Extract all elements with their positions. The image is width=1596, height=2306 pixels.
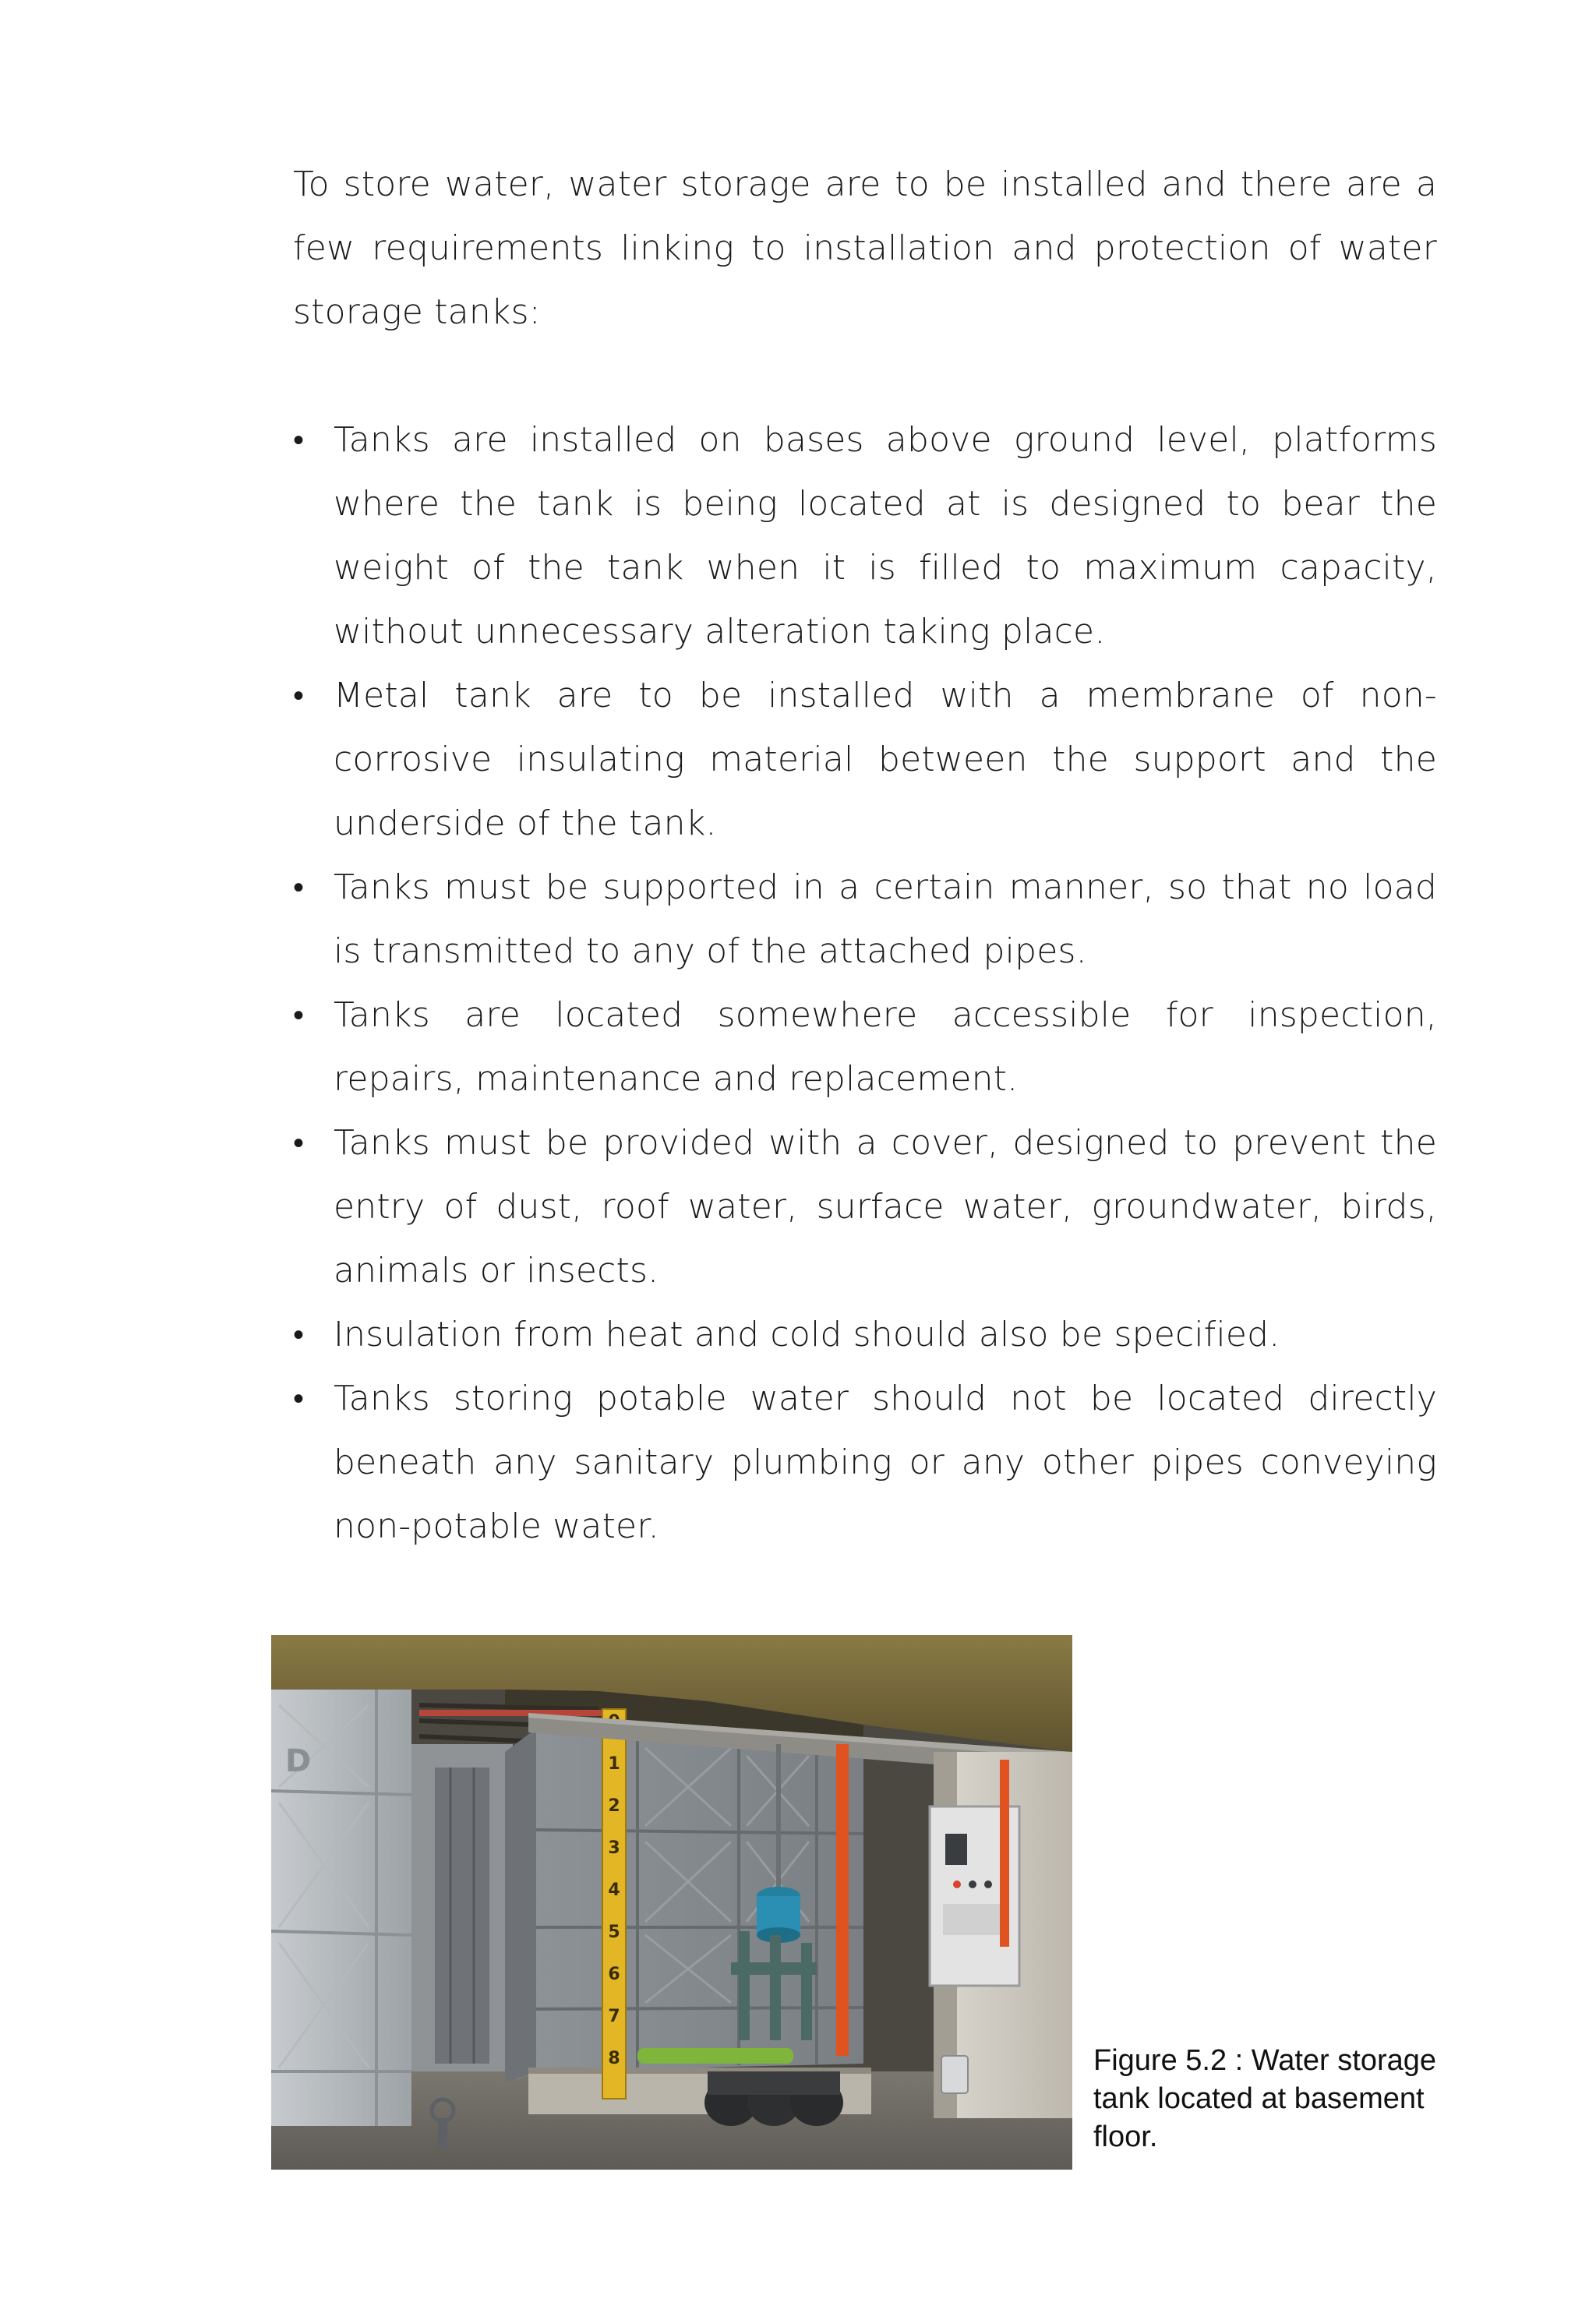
list-item-text: Tanks must be provided with a cover, designed to prevent the entry of dust, roof water, surface water, groundwater, birds, animals or insects. <box>334 1123 1437 1291</box>
bullet-icon: • <box>293 870 305 906</box>
gauge-number: 8 <box>608 2049 620 2068</box>
list-item-text: Tanks are installed on bases above ground level, platforms where the tank is being located at is designed to bear the weight of the tank when it is filled to maximum capacity, without unnecessary alteration taking place. <box>334 420 1437 652</box>
list-item <box>293 983 1437 1111</box>
list-item <box>293 664 1437 856</box>
gauge-number: 2 <box>608 1796 620 1816</box>
gauge-number: 4 <box>608 1880 620 1900</box>
list-item-text: Tanks are located somewhere accessible for inspection, repairs, maintenance and replacement. <box>334 995 1437 1099</box>
list-item-text: Tanks storing potable water should not be located directly beneath any sanitary plumbing or any other pipes conveying non-potable water. <box>334 1379 1437 1546</box>
requirements-list <box>293 408 1437 1559</box>
figure-caption: Figure 5.2 : Water storage tank located at basement floor. <box>1093 2044 1437 2153</box>
list-item <box>293 1303 1437 1367</box>
gauge-number: 5 <box>608 1923 620 1942</box>
tank-label: D <box>285 1743 312 1779</box>
bullet-icon: • <box>293 678 305 714</box>
list-item <box>293 1111 1437 1303</box>
bullet-icon: • <box>293 1381 305 1417</box>
bullet-icon: • <box>293 1125 305 1161</box>
bullet-icon: • <box>293 998 305 1033</box>
list-item-text: Tanks must be supported in a certain manner, so that no load is transmitted to any of the attached pipes. <box>334 867 1437 971</box>
bullet-icon: • <box>293 1317 305 1353</box>
gauge-number: 1 <box>608 1754 620 1774</box>
list-item-text: Metal tank are to be installed with a membrane of non-corrosive insulating material between the support and the underside of the tank. <box>334 676 1437 843</box>
bullet-icon: • <box>293 422 305 458</box>
gauge-number: 7 <box>608 2007 620 2026</box>
list-item <box>293 408 1437 664</box>
water-tank-photo <box>271 1635 1072 2170</box>
list-item <box>293 1367 1437 1559</box>
gauge-number: 6 <box>608 1965 620 1984</box>
list-item <box>293 856 1437 983</box>
list-item-text: Insulation from heat and cold should also be specified. <box>334 1315 1280 1354</box>
gauge-number: 3 <box>608 1838 620 1858</box>
body-text <box>293 153 1437 1559</box>
intro-paragraph: To store water, water storage are to be installed and there are a few requirements linking to installation and protection of water storage tanks: <box>293 164 1437 332</box>
